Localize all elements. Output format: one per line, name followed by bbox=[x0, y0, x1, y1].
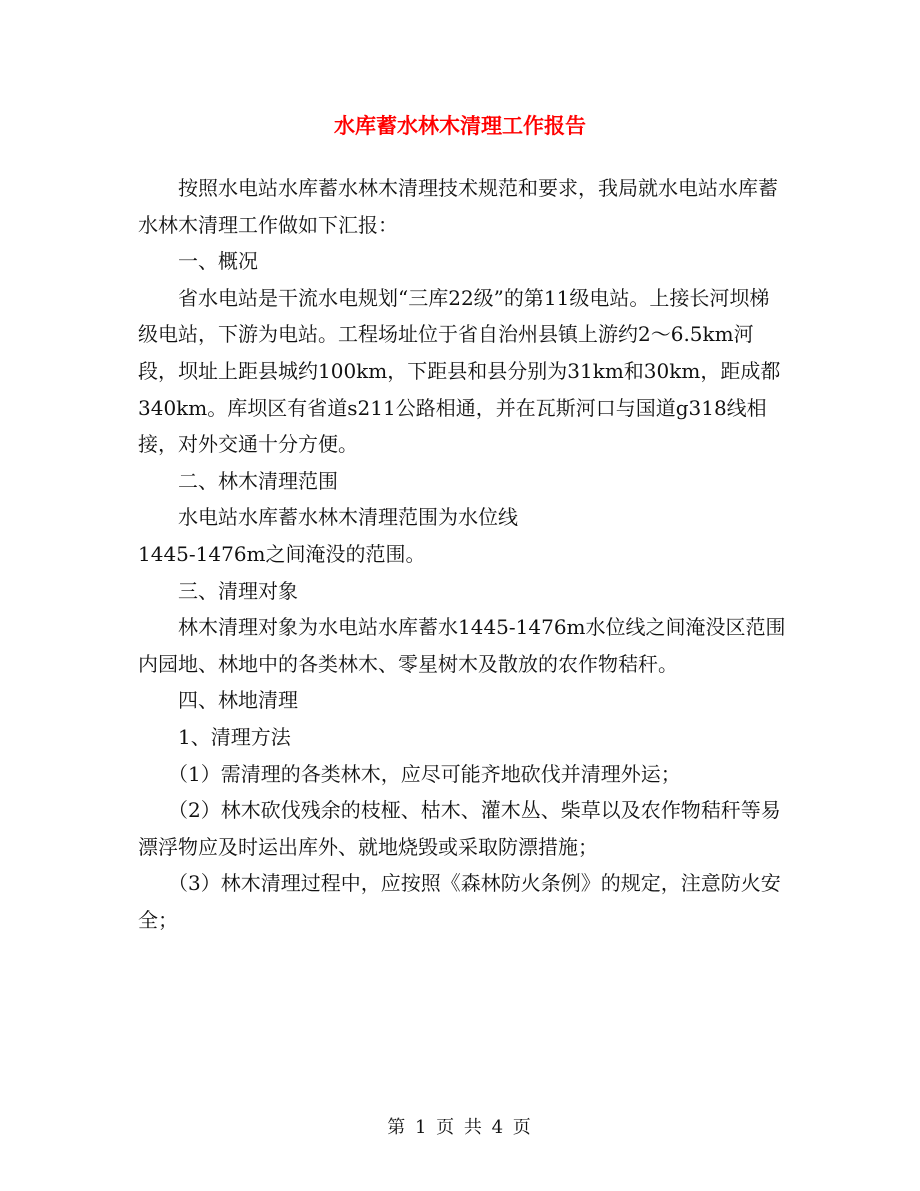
document-title: 水库蓄水林木清理工作报告 bbox=[334, 113, 586, 138]
section-heading-overview: 一、概况 bbox=[178, 249, 258, 274]
subheading-methods: 1、清理方法 bbox=[178, 724, 291, 749]
scope-paragraph: 水电站水库蓄水林木清理范围为水位线1445-1476m之间淹没的范围。 bbox=[138, 505, 518, 566]
method-item-3: （3）林木清理过程中，应按照《森林防火条例》的规定，注意防火安全； bbox=[138, 871, 781, 932]
method-item-2: （2）林木砍伐残余的枝桠、枯木、灌木丛、柴草以及农作物秸秆等易漂浮物应及时运出库外、就地烧毁或采取防漂措施； bbox=[138, 798, 781, 859]
page-number-footer: 第 1 页 共 4 页 bbox=[387, 1117, 533, 1138]
section-heading-forest-clearing: 四、林地清理 bbox=[178, 688, 298, 713]
method-item-1: （1）需清理的各类林木，应尽可能齐地砍伐并清理外运； bbox=[168, 761, 681, 786]
section-heading-objects: 三、清理对象 bbox=[178, 578, 298, 603]
overview-paragraph: 省水电站是干流水电规划“三库22级”的第11级电站。上接长河坝梯级电站，下游为电站。工程场址位于省自治州县镇上游约2～6.5km河段，坝址上距县城约100km，下距县和县分别为31km和30km，距成都340km。库坝区有省道s211公路相通，并在瓦斯河口与国道g318线相接，对外交通十分方便。 bbox=[138, 285, 781, 457]
document-body bbox=[138, 170, 786, 938]
objects-paragraph: 林木清理对象为水电站水库蓄水1445-1476m水位线之间淹没区范围内园地、林地中的各类林木、零星树木及散放的农作物秸秆。 bbox=[138, 615, 786, 676]
section-heading-scope: 二、林木清理范围 bbox=[178, 468, 338, 493]
intro-paragraph: 按照水电站水库蓄水林木清理技术规范和要求，我局就水电站水库蓄水林木清理工作做如下汇报： bbox=[138, 176, 778, 237]
